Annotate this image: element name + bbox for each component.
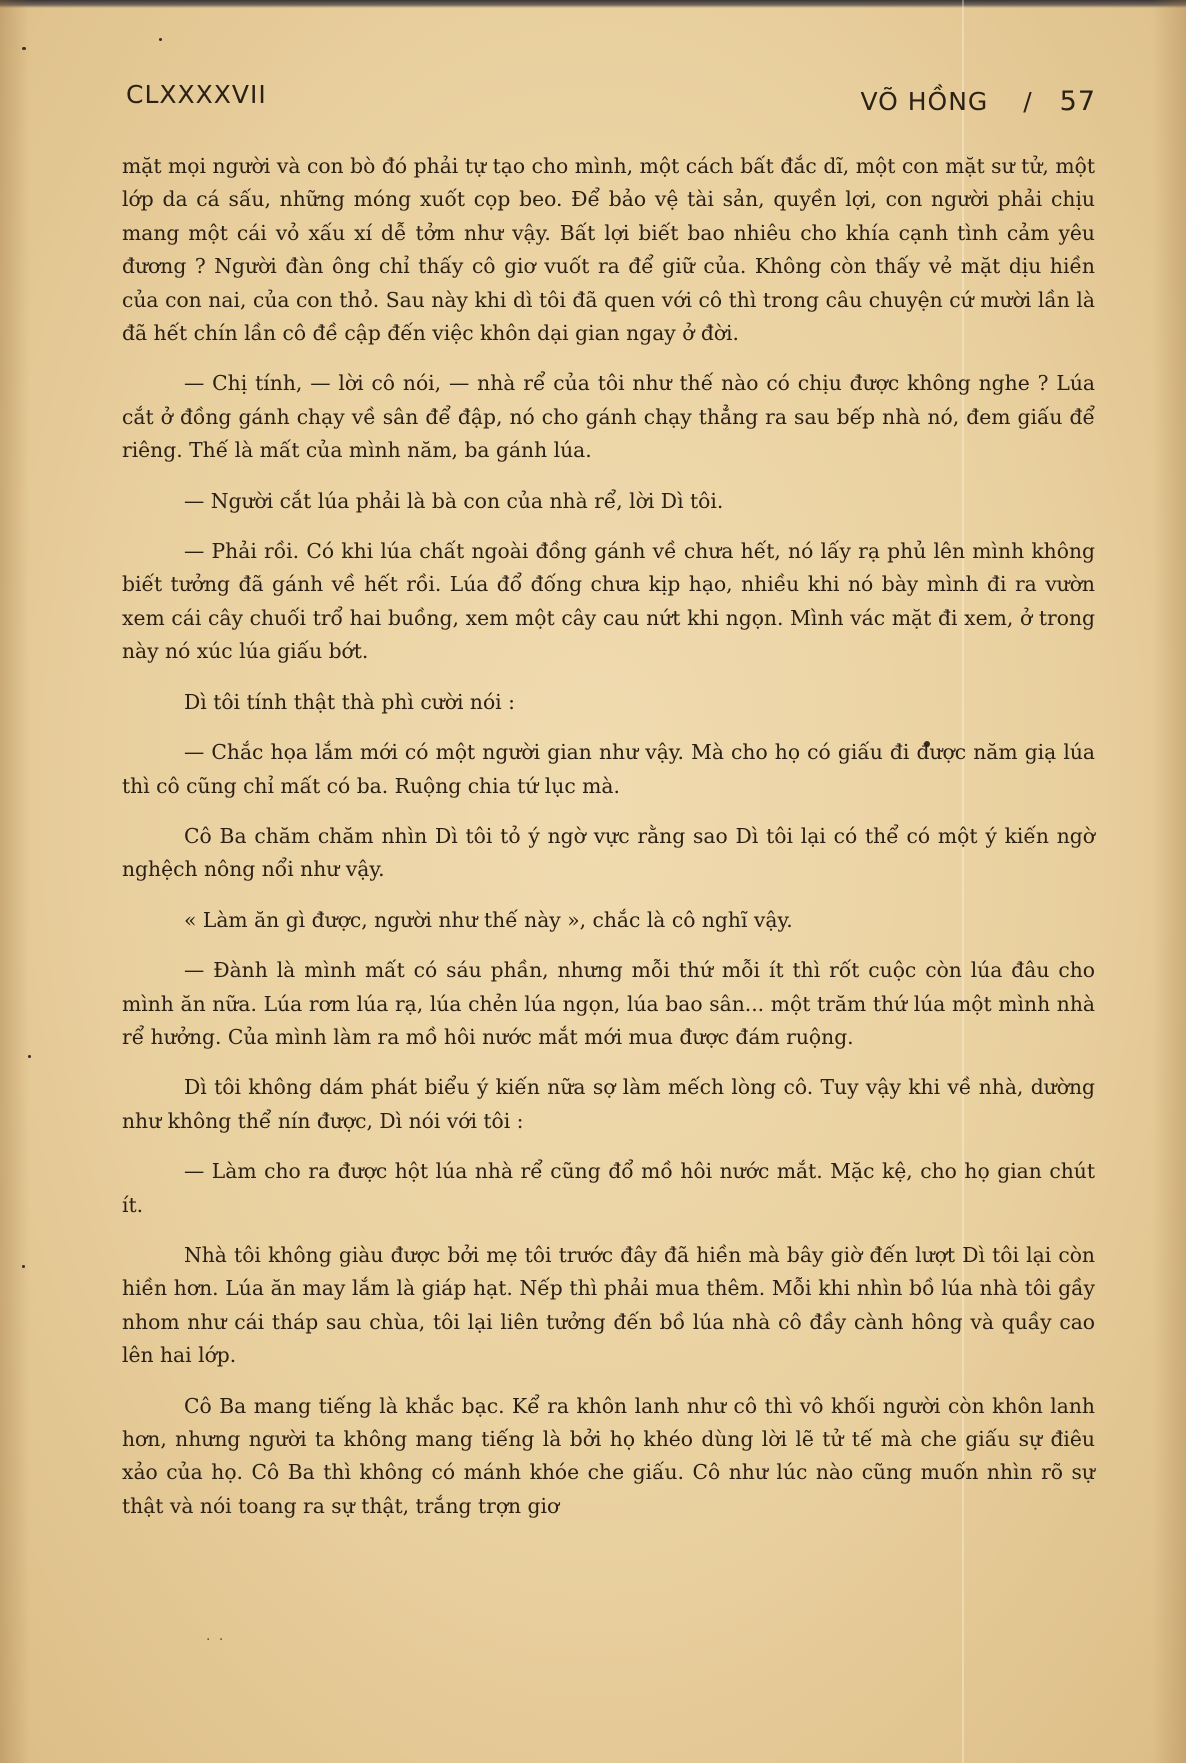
body-text <box>122 150 1095 1523</box>
page-number: 57 <box>1059 86 1096 117</box>
running-header <box>126 80 1096 124</box>
author-name: VÕ HỒNG <box>860 87 989 116</box>
paragraph: — Chị tính, — lời cô nói, — nhà rể của tôi như thế nào có chịu được không nghe ? Lúa cắt ở đồng gánh chạy về sân để đập, nó cho gánh chạy thẳng ra sau bếp nhà nó, đem giấu để riêng. Thế là mất của mình năm, ba gánh lúa. <box>122 371 1095 463</box>
paragraph: Dì tôi không dám phát biểu ý kiến nữa sợ làm mếch lòng cô. Tuy vậy khi về nhà, dường như không thể nín được, Dì nói với tôi : <box>122 1075 1095 1133</box>
paragraph: mặt mọi người và con bò đó phải tự tạo cho mình, một cách bất đắc dĩ, một con mặt sư tử, một lớp da cá sấu, những móng xuốt cọp beo. Để bảo vệ tài sản, quyền lợi, con người phải chịu mang một cái vỏ xấu xí dễ tởm như vậy. Bất lợi biết bao nhiêu cho khía cạnh tình cảm yêu đương ? Người đàn ông chỉ thấy cô giơ vuốt ra để giữ của. Không còn thấy vẻ mặt dịu hiền của con nai, của con thỏ. Sau này khi dì tôi đã quen với cô thì trong câu chuyện cứ mười lần là đã hết chín lần cô đề cập đến việc khôn dại gian ngay ở đời. <box>122 154 1095 346</box>
ink-spot <box>22 1265 25 1268</box>
chapter-number: CLXXXXVII <box>126 80 267 109</box>
paragraph: — Phải rồi. Có khi lúa chất ngoài đồng gánh về chưa hết, nó lấy rạ phủ lên mình không biết tưởng đã gánh về hết rồi. Lúa đổ đống chưa kịp hạo, nhiều khi nó bày mình đi ra vườn xem cái cây chuối trổ hai buồng, xem một cây cau nứt khi ngọn. Mình vác mặt đi xem, ở trong này nó xúc lúa giấu bớt. <box>122 539 1095 664</box>
paragraph: — Chắc họa lắm mới có một người gian như vậy. Mà cho họ có giấu đi được năm giạ lúa thì cô cũng chỉ mất có ba. Ruộng chia tứ lục mà. <box>122 740 1095 798</box>
page-left-shadow <box>0 0 30 1763</box>
paragraph: — Đành là mình mất có sáu phần, nhưng mỗi thứ mỗi ít thì rốt cuộc còn lúa đâu cho mình ăn nữa. Lúa rơm lúa rạ, lúa chẻn lúa ngọn, lúa bao sân... một trăm thứ lúa một mình nhà rể hưởng. Của mình làm ra mồ hôi nước mắt mới mua được đám ruộng. <box>122 958 1095 1049</box>
paragraph: « Làm ăn gì được, người như thế này », chắc là cô nghĩ vậy. <box>184 907 793 932</box>
paragraph: Cô Ba chăm chăm nhìn Dì tôi tỏ ý ngờ vực rằng sao Dì tôi lại có thể có một ý kiến ngờ nghệch nông nổi như vậy. <box>122 823 1095 882</box>
header-separator: / <box>1023 87 1033 116</box>
ink-spot <box>159 38 162 41</box>
paragraph: Dì tôi tính thật thà phì cười nói : <box>184 689 515 714</box>
ink-spot <box>28 1055 31 1058</box>
page-top-edge <box>0 0 1186 8</box>
page-right-shadow <box>1152 0 1186 1763</box>
paragraph: — Làm cho ra được hột lúa nhà rể cũng đổ mồ hôi nước mắt. Mặc kệ, cho họ gian chút ít. <box>122 1159 1095 1217</box>
print-speck: · · <box>206 1632 226 1648</box>
header-right <box>860 86 1096 117</box>
paragraph: — Người cắt lúa phải là bà con của nhà rể, lời Dì tôi. <box>184 488 724 513</box>
ink-spot <box>22 47 26 50</box>
paragraph: Cô Ba mang tiếng là khắc bạc. Kể ra khôn lanh như cô thì vô khối người còn khôn lanh hơn, nhưng người ta không mang tiếng là bởi họ khéo dùng lời lẽ tử tế mà che giấu sự điêu xảo của họ. Cô Ba thì không có mánh khóe che giấu. Cô như lúc nào cũng muốn nhìn rõ sự thật và nói toang ra sự thật, trắng trợn giơ <box>122 1393 1095 1518</box>
paragraph: Nhà tôi không giàu được bởi mẹ tôi trước đây đã hiền mà bây giờ đến lượt Dì tôi lại còn hiền hơn. Lúa ăn may lắm là giáp hạt. Nếp thì phải mua thêm. Mỗi khi nhìn bồ lúa nhà tôi gầy nhom như cái tháp sau chùa, tôi lại liên tưởng đến bồ lúa nhà cô đầy cành hông và quầy cao lên hai lớp. <box>122 1242 1095 1368</box>
